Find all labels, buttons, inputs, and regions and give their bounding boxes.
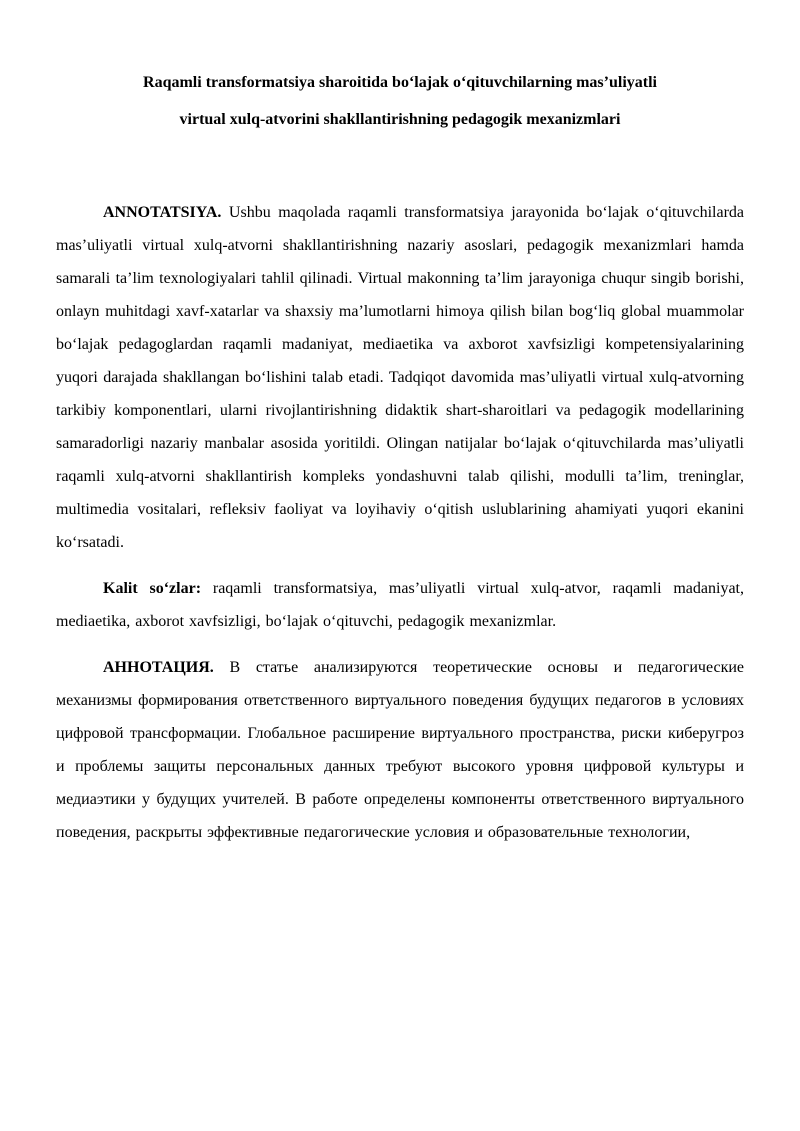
document-title-line-1: Raqamli transformatsiya sharoitida boʻlajak oʻqituvchilarning mas’uliyatli	[143, 74, 657, 91]
annotation-uz-paragraph	[56, 196, 744, 559]
keywords-paragraph	[56, 572, 744, 638]
annotation-uz-label: ANNOTATSIYA.	[103, 204, 222, 221]
document-title-line-2: virtual xulq-atvorini shakllantirishning pedagogik mexanizmlari	[179, 111, 621, 128]
keywords-text: raqamli transformatsiya, mas’uliyatli virtual xulq-atvor, raqamli madaniyat, mediaetika, axborot xavfsizligi, boʻlajak oʻqituvchi, pedagogik mexanizmlar.	[56, 580, 744, 630]
keywords-label: Kalit soʻzlar:	[103, 580, 202, 597]
annotation-ru-paragraph	[56, 651, 744, 849]
annotation-ru-label: АННОТАЦИЯ.	[103, 659, 214, 676]
annotation-uz-text: Ushbu maqolada raqamli transformatsiya jarayonida boʻlajak oʻqituvchilarda mas’uliyatli virtual xulq-atvorni shakllantirishning nazariy asoslari, pedagogik mexanizmlari hamda samarali ta’lim texnologiyalari tahlil qilinadi. Virtual makonning ta’lim jarayoniga chuqur singib borishi, onlayn muhitdagi xavf-xatarlar va shaxsiy ma’lumotlarni himoya qilish bilan bogʻliq global muammolar boʻlajak pedagoglardan raqamli madaniyat, mediaetika va axborot xavfsizligi kompetensiyalarining yuqori darajada shakllangan boʻlishini talab etadi. Tadqiqot davomida mas’uliyatli virtual xulq-atvorning tarkibiy komponentlari, ularni rivojlantirishning didaktik shart-sharoitlari va pedagogik modellarining samaradorligi nazariy manbalar asosida yoritildi. Olingan natijalar boʻlajak oʻqituvchilarda mas’uliyatli raqamli xulq-atvorni shakllantirish kompleks yondashuvni talab qilishi, modulli ta’lim, treninglar, multimedia vositalari, refleksiv faoliyat va loyihaviy oʻqitish uslublarining ahamiyati yuqori ekanini koʻrsatadi.	[56, 204, 744, 551]
document-title	[70, 64, 730, 138]
annotation-ru-text: В статье анализируются теоретические основы и педагогические механизмы формирования ответственного виртуального поведения будущих педагогов в условиях цифровой трансформации. Глобальное расширение виртуального пространства, риски киберугроз и проблемы защиты персональных данных требуют высокого уровня цифровой культуры и медиаэтики у будущих учителей. В работе определены компоненты ответственного виртуального поведения, раскрыты эффективные педагогические условия и образовательные технологии,	[56, 659, 744, 841]
